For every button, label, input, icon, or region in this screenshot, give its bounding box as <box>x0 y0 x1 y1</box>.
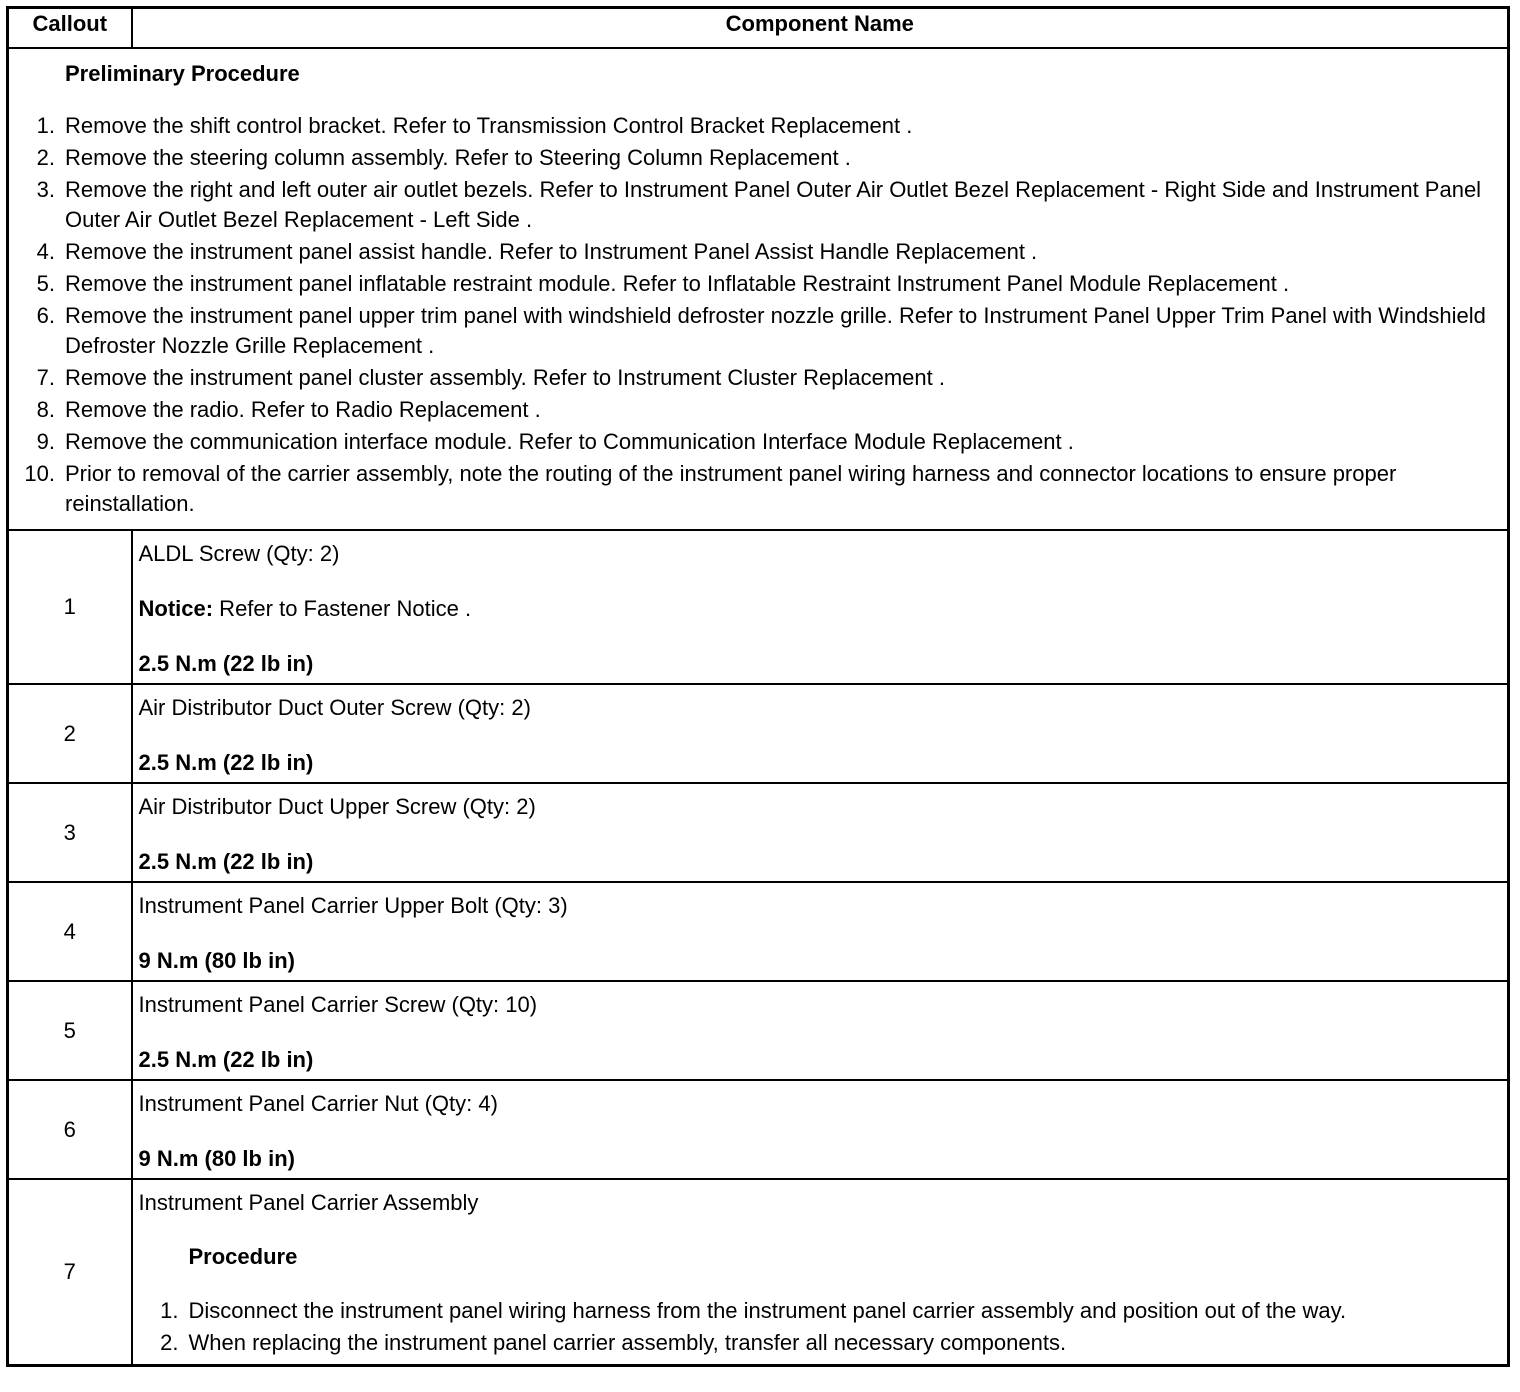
list-item <box>15 363 1501 393</box>
component-name: Instrument Panel Carrier Assembly <box>138 1190 479 1215</box>
callout-cell: 3 <box>8 783 132 882</box>
procedure-title: Procedure <box>188 1244 298 1269</box>
step-text: Remove the instrument panel upper trim panel with windshield defroster nozzle grille. Refer to Instrument Panel Upper Trim Panel with Windshield Defroster Nozzle Grille Replacement . <box>65 303 1486 358</box>
list-item <box>15 111 1501 141</box>
list-item <box>15 459 1501 519</box>
step-number: 9. <box>36 429 55 454</box>
notice-label: Notice: <box>138 596 214 621</box>
component-name: Instrument Panel Carrier Nut (Qty: 4) <box>138 1091 498 1116</box>
component-name: Instrument Panel Carrier Upper Bolt (Qty: 3) <box>138 893 568 918</box>
table-row <box>8 684 1509 783</box>
list-item <box>15 301 1501 361</box>
callout-column-header: Callout <box>8 8 132 49</box>
step-number: 7. <box>36 365 55 390</box>
callout-cell: 4 <box>8 882 132 981</box>
list-item <box>15 395 1501 425</box>
list-item <box>139 1296 1502 1326</box>
step-text: Remove the shift control bracket. Refer to Transmission Control Bracket Replacement . <box>65 113 913 138</box>
step-text: Remove the steering column assembly. Refer to Steering Column Replacement . <box>65 145 851 170</box>
step-number: 3. <box>36 177 55 202</box>
component-name: ALDL Screw (Qty: 2) <box>138 541 340 566</box>
table-row <box>8 882 1509 981</box>
preliminary-steps-list <box>15 111 1501 519</box>
callout-cell: 2 <box>8 684 132 783</box>
list-item <box>15 175 1501 235</box>
component-name: Air Distributor Duct Outer Screw (Qty: 2) <box>138 695 531 720</box>
torque-spec: 2.5 N.m (22 lb in) <box>138 750 314 775</box>
table-row <box>8 1080 1509 1179</box>
list-item <box>15 269 1501 299</box>
component-name-cell <box>132 684 1509 783</box>
component-name-cell <box>132 530 1509 684</box>
list-item <box>15 143 1501 173</box>
step-text: Remove the instrument panel inflatable restraint module. Refer to Inflatable Restraint Instrument Panel Module Replacement . <box>65 271 1290 296</box>
list-item <box>139 1328 1502 1358</box>
component-name: Air Distributor Duct Upper Screw (Qty: 2) <box>138 794 536 819</box>
step-text: Prior to removal of the carrier assembly, note the routing of the instrument panel wiring harness and connector locations to ensure proper reinstallation. <box>65 461 1397 516</box>
preliminary-procedure-cell <box>8 48 1509 530</box>
step-text: Remove the right and left outer air outlet bezels. Refer to Instrument Panel Outer Air Outlet Bezel Replacement - Right Side and Instrument Panel Outer Air Outlet Bezel Replacement - Left Side . <box>65 177 1482 232</box>
table-row <box>8 981 1509 1080</box>
step-number: 2. <box>160 1330 179 1355</box>
step-number: 5. <box>36 271 55 296</box>
preliminary-procedure-title: Preliminary Procedure <box>65 61 300 86</box>
torque-spec: 2.5 N.m (22 lb in) <box>138 1047 314 1072</box>
step-number: 10. <box>24 461 55 486</box>
torque-spec: 9 N.m (80 lb in) <box>138 948 295 973</box>
table-row <box>8 530 1509 684</box>
component-name: Instrument Panel Carrier Screw (Qty: 10) <box>138 992 538 1017</box>
step-text: Remove the communication interface module. Refer to Communication Interface Module Replacement . <box>65 429 1074 454</box>
component-table <box>6 6 1510 1367</box>
table-row <box>8 1179 1509 1366</box>
step-number: 1. <box>36 113 55 138</box>
table-row <box>8 783 1509 882</box>
component-name-cell <box>132 882 1509 981</box>
step-text: Remove the instrument panel assist handle. Refer to Instrument Panel Assist Handle Replacement . <box>65 239 1038 264</box>
notice <box>139 594 1502 624</box>
callout-cell: 7 <box>8 1179 132 1366</box>
component-name-cell <box>132 981 1509 1080</box>
step-text: Disconnect the instrument panel wiring harness from the instrument panel carrier assembly and position out of the way. <box>188 1298 1347 1323</box>
component-name-column-header: Component Name <box>132 8 1509 49</box>
step-number: 6. <box>36 303 55 328</box>
table-header-row <box>8 8 1509 49</box>
step-text: Remove the radio. Refer to Radio Replacement . <box>65 397 541 422</box>
notice-text: Refer to Fastener Notice . <box>213 596 472 621</box>
torque-spec: 9 N.m (80 lb in) <box>138 1146 295 1171</box>
list-item <box>15 237 1501 267</box>
step-text: When replacing the instrument panel carrier assembly, transfer all necessary components. <box>188 1330 1067 1355</box>
component-name-cell <box>132 783 1509 882</box>
component-name-cell <box>132 1179 1509 1366</box>
step-number: 8. <box>36 397 55 422</box>
torque-spec: 2.5 N.m (22 lb in) <box>138 651 314 676</box>
preliminary-procedure-row <box>8 48 1509 530</box>
component-name-cell <box>132 1080 1509 1179</box>
step-number: 1. <box>160 1298 179 1323</box>
callout-cell: 6 <box>8 1080 132 1179</box>
torque-spec: 2.5 N.m (22 lb in) <box>138 849 314 874</box>
step-number: 4. <box>36 239 55 264</box>
step-text: Remove the instrument panel cluster assembly. Refer to Instrument Cluster Replacement . <box>65 365 945 390</box>
list-item <box>15 427 1501 457</box>
procedure-steps-list <box>139 1296 1502 1358</box>
step-number: 2. <box>36 145 55 170</box>
callout-cell: 5 <box>8 981 132 1080</box>
callout-cell: 1 <box>8 530 132 684</box>
